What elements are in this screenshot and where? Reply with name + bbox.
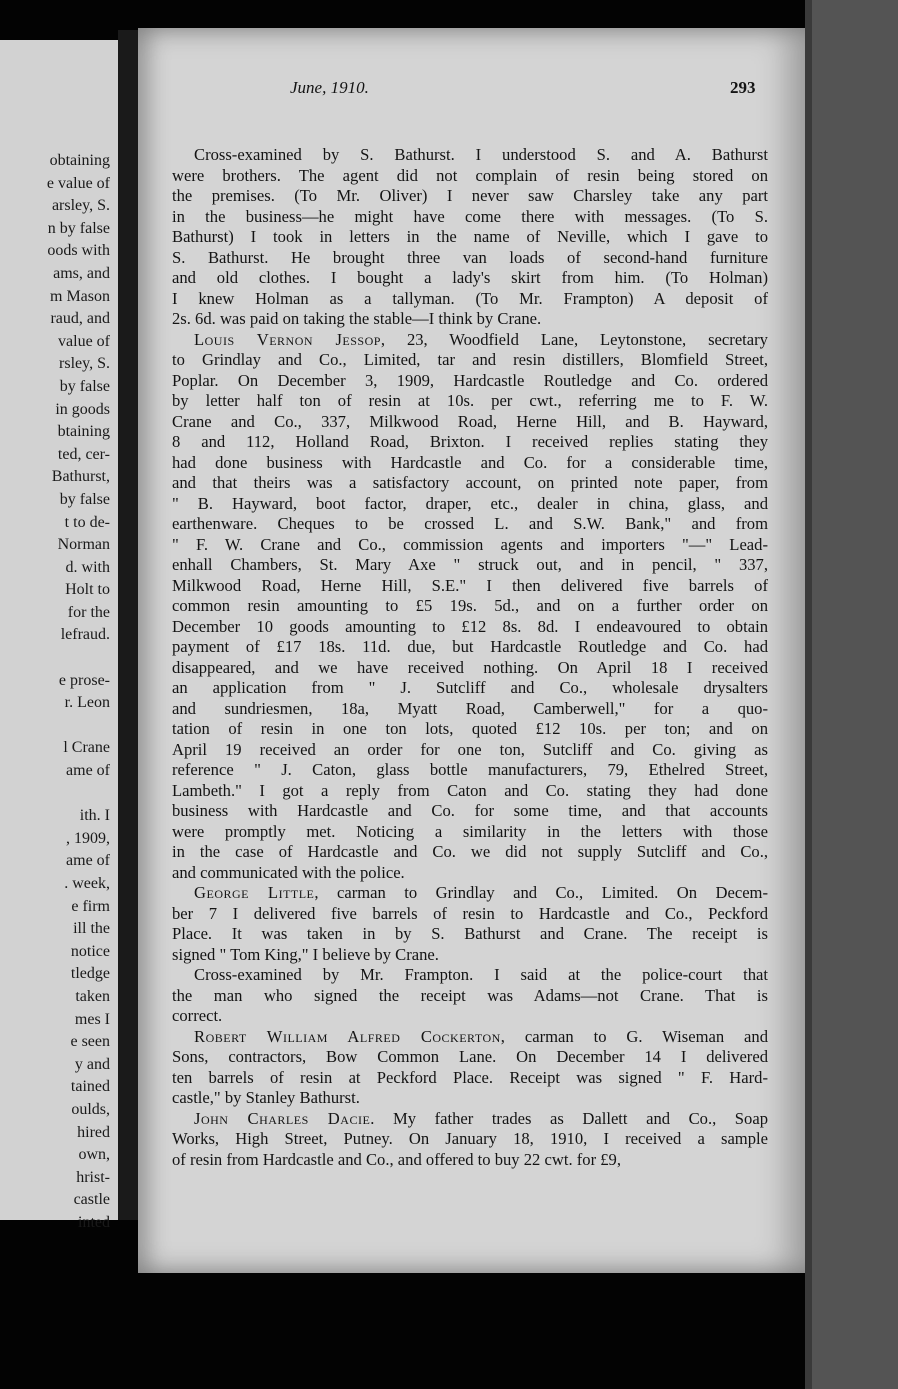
- left-page-line: t to de-: [64, 513, 110, 531]
- line-text: , carman to G. Wiseman and: [500, 1026, 768, 1046]
- line-text: , carman to Grindlay and Co., Limited. On Decem-: [314, 883, 768, 902]
- line-text: were promptly met. Noticing a similarity in the letters with those: [172, 821, 768, 841]
- left-page-line: obtaining: [49, 152, 110, 169]
- text-line: [172, 145, 768, 166]
- line-text: correct.: [172, 1006, 223, 1025]
- line-text: ten barrels of resin at Peckford Place. Receipt was signed " F. Hard-: [172, 1067, 768, 1087]
- text-line: [172, 494, 768, 515]
- left-page-line: Norman: [57, 536, 110, 554]
- line-text: had done business with Hardcastle and Co. for a considerable time,: [172, 452, 768, 472]
- text-line: [172, 945, 768, 966]
- left-page-line: notice: [70, 942, 110, 960]
- line-text: , 23, Woodfield Lane, Leytonstone, secretary: [380, 329, 768, 349]
- text-line: [172, 801, 768, 822]
- line-text: castle," by Stanley Bathurst.: [172, 1088, 360, 1107]
- line-text: signed " Tom King," I believe by Crane.: [172, 944, 439, 964]
- text-line: [172, 350, 768, 371]
- left-page-line: oulds,: [71, 1100, 110, 1118]
- text-line: [172, 617, 768, 638]
- text-line: [172, 842, 768, 863]
- left-page-line: [47, 783, 110, 806]
- text-line: [172, 678, 768, 699]
- left-page-line: m Mason: [50, 287, 110, 305]
- line-text: the premises. (To Mr. Oliver) I never saw Charsley take any part: [172, 186, 768, 205]
- text-line: [172, 904, 768, 925]
- text-line: [172, 986, 768, 1007]
- line-text: " F. W. Crane and Co., commission agents and importers "—" Lead-: [172, 534, 768, 554]
- line-text: business with Hardcastle and Co. for some time, and that accounts: [172, 801, 768, 820]
- left-page-line: rsley, S.: [59, 355, 110, 373]
- left-page-line: lefraud.: [60, 626, 110, 644]
- line-text: by letter half ton of resin at 10s. per cwt., referring me to F. W.: [172, 391, 768, 410]
- text-line: [172, 781, 768, 802]
- text-line: [172, 309, 768, 330]
- line-text: S. Bathurst. He brought three van loads of second-hand furniture: [172, 247, 768, 267]
- line-text: payment of £17 18s. 11d. due, but Hardcastle Routledge and Co. had: [172, 637, 768, 656]
- paragraph-p4: [172, 965, 768, 1027]
- line-text: Sons, contractors, Bow Common Lane. On December 14 I delivered: [172, 1047, 768, 1066]
- left-page-line: castle: [73, 1191, 110, 1209]
- line-text: to Grindlay and Co., Limited, tar and resin distillers, Blomfield Street,: [172, 350, 768, 369]
- left-page-line: ith. I: [79, 807, 110, 825]
- text-line: [172, 637, 768, 658]
- line-text: of resin from Hardcastle and Co., and offered to buy 22 cwt. for £9,: [172, 1149, 621, 1169]
- text-line: [172, 658, 768, 679]
- line-text: and that theirs was a satisfactory account, on printed note paper, from: [172, 473, 768, 492]
- text-line: [172, 760, 768, 781]
- left-page-line: n by false: [47, 219, 110, 237]
- line-text: December 10 goods amounting to £12 8s. 8d. I endeavoured to obtain: [172, 616, 768, 636]
- text-line: [172, 822, 768, 843]
- text-line: [172, 289, 768, 310]
- line-text: Bathurst) I took in letters in the name of Neville, which I gave to: [172, 227, 768, 246]
- line-text: Poplar. On December 3, 1909, Hardcastle Routledge and Co. ordered: [172, 370, 768, 390]
- paragraph-p1: [172, 145, 768, 330]
- paragraph-p5: [172, 1027, 768, 1109]
- line-text: ber 7 I delivered five barrels of resin to Hardcastle and Co., Peckford: [172, 903, 768, 923]
- left-page-line: ams, and: [53, 264, 110, 282]
- running-header: [290, 78, 756, 98]
- line-text: disappeared, and we have received nothing. On April 18 I received: [172, 657, 768, 677]
- witness-name: George Little: [194, 883, 315, 902]
- text-line: [172, 1150, 768, 1171]
- line-text: and sundriesmen, 18a, Myatt Road, Camberwell," for a quo-: [172, 698, 768, 718]
- left-page-line: [47, 647, 110, 670]
- left-page-line: for the: [67, 603, 110, 621]
- left-page-line: Holt to: [65, 581, 110, 599]
- left-page-line: y and: [74, 1055, 110, 1073]
- line-text: 2s. 6d. was paid on taking the stable—I think by Crane.: [172, 309, 542, 328]
- paragraph-p6: [172, 1109, 768, 1171]
- running-title: June, 1910.: [290, 78, 369, 97]
- text-line: [172, 268, 768, 289]
- left-page-line: e value of: [46, 174, 110, 192]
- line-text: and communicated with the police.: [172, 862, 405, 882]
- line-text: I knew Holman as a tallyman. (To Mr. Frampton) A deposit of: [172, 288, 768, 308]
- line-text: " B. Hayward, boot factor, draper, etc., dealer in china, glass, and: [172, 493, 768, 513]
- left-page-line: . week,: [64, 875, 110, 892]
- text-line: [172, 535, 768, 556]
- text-line: [172, 227, 768, 248]
- left-page-line: d. with: [65, 558, 110, 576]
- text-line: [172, 207, 768, 228]
- text-line: [172, 514, 768, 535]
- left-page-line: ame of: [66, 762, 110, 780]
- left-page-line: r. Leon: [64, 694, 110, 712]
- witness-name: Robert William Alfred Cockerton: [194, 1026, 501, 1046]
- left-page-line: ted, cer-: [57, 445, 110, 463]
- right-margin-background: [812, 0, 898, 1389]
- text-line: [172, 186, 768, 207]
- text-line: [172, 1129, 768, 1150]
- text-line: [172, 740, 768, 761]
- text-line: [172, 1006, 768, 1027]
- line-text: Lambeth." I got a reply from Caton and Co. stating they had done: [172, 780, 768, 800]
- paragraph-p2: [172, 330, 768, 884]
- line-text: earthenware. Cheques to be crossed L. and S.W. Bank," and from: [172, 514, 768, 533]
- left-page-line: in goods: [55, 400, 110, 418]
- text-line: [172, 453, 768, 474]
- text-line: [172, 1088, 768, 1109]
- page-body: [172, 145, 768, 1170]
- line-text: 8 and 112, Holland Road, Brixton. I received replies stating they: [172, 432, 768, 451]
- line-text: reference " J. Caton, glass bottle manufacturers, 79, Ethelred Street,: [172, 760, 768, 779]
- left-page-line: mes I: [74, 1010, 110, 1028]
- text-line: [172, 391, 768, 412]
- line-text: . My father trades as Dallett and Co., Soap: [370, 1108, 768, 1128]
- line-text: Place. It was taken in by S. Bathurst and Crane. The receipt is: [172, 924, 768, 943]
- text-line: [172, 699, 768, 720]
- line-text: Works, High Street, Putney. On January 18, 1910, I received a sample: [172, 1129, 768, 1148]
- left-page-line: arsley, S.: [51, 197, 110, 215]
- left-page-line: tained: [70, 1078, 110, 1096]
- left-page-line: hrist-: [76, 1168, 110, 1186]
- left-page-line: raud, and: [50, 310, 110, 328]
- text-line: [172, 432, 768, 453]
- line-text: enhall Chambers, St. Mary Axe " struck out, and in pencil, " 337,: [172, 555, 768, 574]
- left-page-line: Bathurst,: [51, 468, 110, 486]
- text-line: [172, 1109, 768, 1130]
- witness-name: Louis Vernon Jessop: [194, 329, 381, 349]
- line-text: tation of resin in one ton lots, quoted £12 10s. per ton; and on: [172, 719, 768, 738]
- line-text: in the case of Hardcastle and Co. we did not supply Sutcliff and Co.,: [172, 842, 768, 861]
- left-page-text: [47, 150, 110, 1235]
- line-text: Cross-examined by S. Bathurst. I understood S. and A. Bathurst: [194, 145, 768, 164]
- left-page-line: value of: [58, 332, 110, 350]
- text-line: [172, 1047, 768, 1068]
- left-page-line: oods with: [47, 242, 110, 260]
- page-number: 293: [730, 78, 756, 97]
- text-line: [172, 883, 768, 904]
- left-page-line: btaining: [57, 423, 110, 441]
- line-text: an application from " J. Sutcliff and Co., wholesale drysalters: [172, 678, 768, 697]
- text-line: [172, 719, 768, 740]
- left-page-line: e prose-: [58, 671, 110, 689]
- text-line: [172, 924, 768, 945]
- left-facing-page: [0, 40, 120, 1231]
- text-line: [172, 1068, 768, 1089]
- line-text: Cross-examined by Mr. Frampton. I said at the police-court that: [194, 965, 768, 984]
- line-text: Crane and Co., 337, Milkwood Road, Herne Hill, and B. Hayward,: [172, 411, 768, 431]
- text-line: [172, 596, 768, 617]
- text-line: [172, 166, 768, 187]
- text-line: [172, 473, 768, 494]
- line-text: were brothers. The agent did not complain of resin being stored on: [172, 165, 768, 185]
- line-text: April 19 received an order for one ton, Sutcliff and Co. giving as: [172, 739, 768, 759]
- line-text: common resin amounting to £5 19s. 5d., and on a further order on: [172, 596, 768, 615]
- left-page-line: own,: [78, 1146, 110, 1164]
- left-page-line: by false: [59, 490, 110, 508]
- text-line: [172, 555, 768, 576]
- left-page-line: ame of: [66, 852, 110, 870]
- left-page-line: by false: [59, 377, 110, 395]
- left-page-line: tledge: [70, 965, 110, 983]
- left-page-line: ill the: [73, 920, 110, 938]
- left-page-line: e firm: [71, 897, 110, 915]
- left-page-line: inted: [78, 1213, 110, 1231]
- paragraph-p3: [172, 883, 768, 965]
- left-page-line: , 1909,: [66, 829, 110, 847]
- left-page-line: e seen: [70, 1033, 110, 1051]
- line-text: in the business—he might have come there with messages. (To S.: [172, 206, 768, 226]
- left-page-line: l Crane: [63, 739, 110, 757]
- line-text: the man who signed the receipt was Adams—not Crane. That is: [172, 985, 768, 1005]
- left-page-line: [47, 715, 110, 738]
- left-page-line: taken: [75, 987, 110, 1005]
- line-text: Milkwood Road, Herne Hill, S.E." I then delivered five barrels of: [172, 575, 768, 595]
- left-page-line: hired: [77, 1123, 110, 1141]
- text-line: [172, 1027, 768, 1048]
- line-text: and old clothes. I bought a lady's skirt from him. (To Holman): [172, 268, 768, 287]
- text-line: [172, 965, 768, 986]
- text-line: [172, 371, 768, 392]
- book-gutter: [118, 30, 138, 1220]
- text-line: [172, 330, 768, 351]
- text-line: [172, 576, 768, 597]
- text-line: [172, 863, 768, 884]
- text-line: [172, 248, 768, 269]
- text-line: [172, 412, 768, 433]
- witness-name: John Charles Dacie: [194, 1108, 371, 1128]
